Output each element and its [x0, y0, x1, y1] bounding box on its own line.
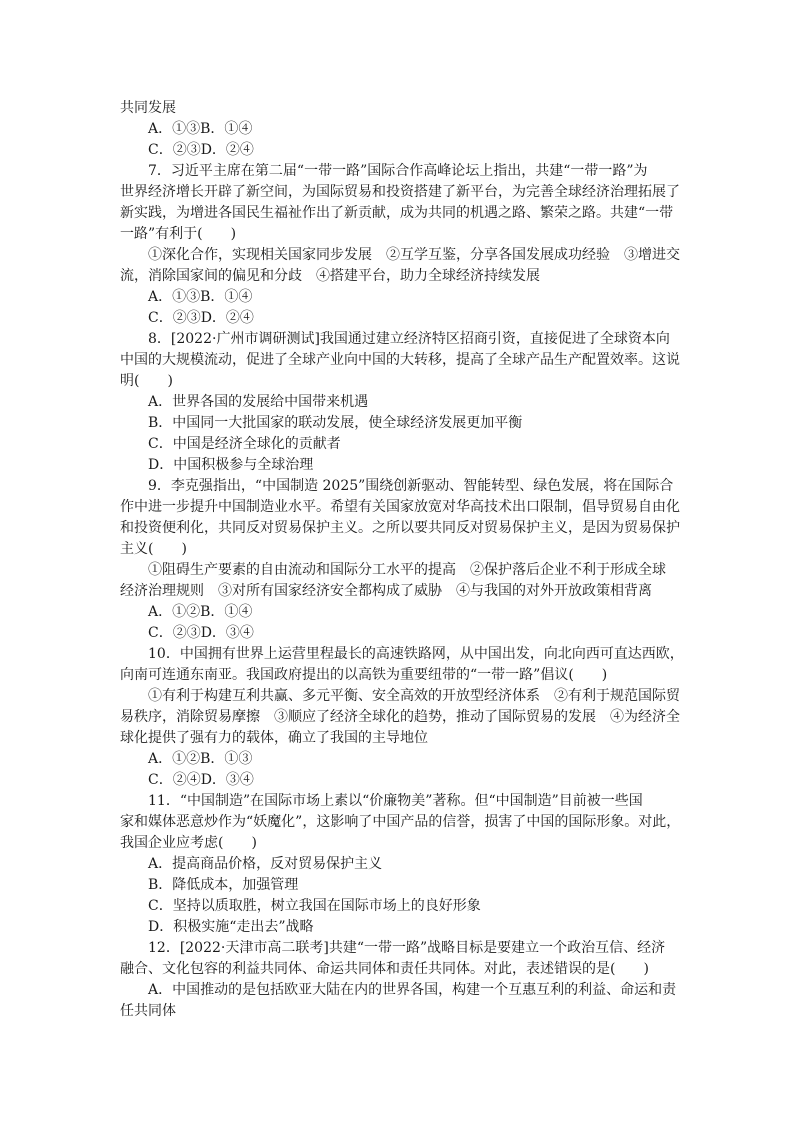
- text-line: C．②③D．③④: [148, 625, 254, 641]
- text-line: A．中国推动的是包括欧亚大陆在内的世界各国，构建一个互惠互利的利益、命运和责: [148, 982, 677, 998]
- text-line: C．②③D．②④: [148, 310, 254, 326]
- text-line: 任共同体: [120, 1003, 176, 1019]
- text-line: 作中进一步提升中国制造业水平。希望有关国家放宽对华高技术出口限制，倡导贸易自由化: [120, 499, 680, 515]
- text-line: C．②④D．③④: [148, 772, 254, 788]
- text-line: 9．李克强指出，“中国制造 2025”围绕创新驱动、智能转型、绿色发展，将在国际合: [148, 478, 674, 494]
- text-line: B．中国同一大批国家的联动发展，使全球经济发展更加平衡: [148, 415, 523, 431]
- text-line: A．①③B．①④: [148, 289, 253, 305]
- text-line: 球化提供了强有力的载体，确立了我国的主导地位: [120, 730, 428, 746]
- text-line: ①深化合作，实现相关国家同步发展 ②互学互鉴，分享各国发展成功经验 ③增进交: [148, 247, 680, 263]
- text-line: A．①③B．①④: [148, 121, 253, 137]
- text-line: C．坚持以质取胜，树立我国在国际市场上的良好形象: [148, 898, 481, 914]
- text-line: 我国企业应考虑( ): [120, 835, 257, 851]
- text-line: C．中国是经济全球化的贡献者: [148, 436, 341, 452]
- text-line: 中国的大规模流动，促进了全球产业向中国的大转移，提高了全球产品生产配置效率。这说: [120, 352, 680, 368]
- text-line: 经济治理规则 ③对所有国家经济安全都构成了威胁 ④与我国的对外开放政策相背离: [120, 583, 652, 599]
- text-line: 12．[2022·天津市高二联考]共建“一带一路”战略目标是要建立一个政治互信、经济: [148, 940, 666, 956]
- text-line: 主义( ): [120, 541, 187, 557]
- text-line: 流，消除国家间的偏见和分歧 ④搭建平台，助力全球经济持续发展: [120, 268, 540, 284]
- text-line: 明( ): [120, 373, 173, 389]
- text-line: 融合、文化包容的利益共同体、命运共同体和责任共同体。对此，表述错误的是( ): [120, 961, 649, 977]
- text-line: D．积极实施“走出去”战略: [148, 919, 314, 935]
- text-line: B．降低成本，加强管理: [148, 877, 299, 893]
- text-line: A．①②B．①④: [148, 604, 253, 620]
- text-line: A．世界各国的发展给中国带来机遇: [148, 394, 369, 410]
- text-line: 11．“中国制造”在国际市场上素以“价廉物美”著称。但“中国制造”目前被一些国: [148, 793, 643, 809]
- text-line: 8．[2022·广州市调研测试]我国通过建立经济特区招商引资，直接促进了全球资本向: [148, 331, 670, 347]
- text-line: 世界经济增长开辟了新空间，为国际贸易和投资搭建了新平台，为完善全球经济治理拓展了: [120, 184, 680, 200]
- text-line: A．提高商品价格，反对贸易保护主义: [148, 856, 383, 872]
- text-line: C．②③D．②④: [148, 142, 254, 158]
- text-line: ①有利于构建互利共赢、多元平衡、安全高效的开放型经济体系 ②有利于规范国际贸: [148, 688, 680, 704]
- text-line: 10．中国拥有世界上运营里程最长的高速铁路网，从中国出发，向北向西可直达西欧，: [148, 646, 684, 662]
- text-line: 共同发展: [120, 100, 176, 116]
- text-line: 一路”有利于( ): [120, 226, 237, 242]
- text-line: 向南可连通东南亚。我国政府提出的以高铁为重要纽带的“一带一路”倡议( ): [120, 667, 608, 683]
- text-line: 和投资便利化，共同反对贸易保护主义。之所以要共同反对贸易保护主义，是因为贸易保护: [120, 520, 680, 536]
- text-line: 易秩序，消除贸易摩擦 ③顺应了经济全球化的趋势，推动了国际贸易的发展 ④为经济全: [120, 709, 680, 725]
- document-body: [120, 98, 690, 1022]
- text-line: D．中国积极参与全球治理: [148, 457, 314, 473]
- text-line: 7．习近平主席在第二届“一带一路”国际合作高峰论坛上指出，共建“一带一路”为: [148, 163, 648, 179]
- text-line: 家和媒体恶意炒作为“妖魔化”，这影响了中国产品的信誉，损害了中国的国际形象。对此，: [120, 814, 681, 830]
- text-line: 新实践，为增进各国民生福祉作出了新贡献，成为共同的机遇之路、繁荣之路。共建“一带: [120, 205, 674, 221]
- text-line: A．①②B．①③: [148, 751, 253, 767]
- text-line: ①阻碍生产要素的自由流动和国际分工水平的提高 ②保护落后企业不利于形成全球: [148, 562, 666, 578]
